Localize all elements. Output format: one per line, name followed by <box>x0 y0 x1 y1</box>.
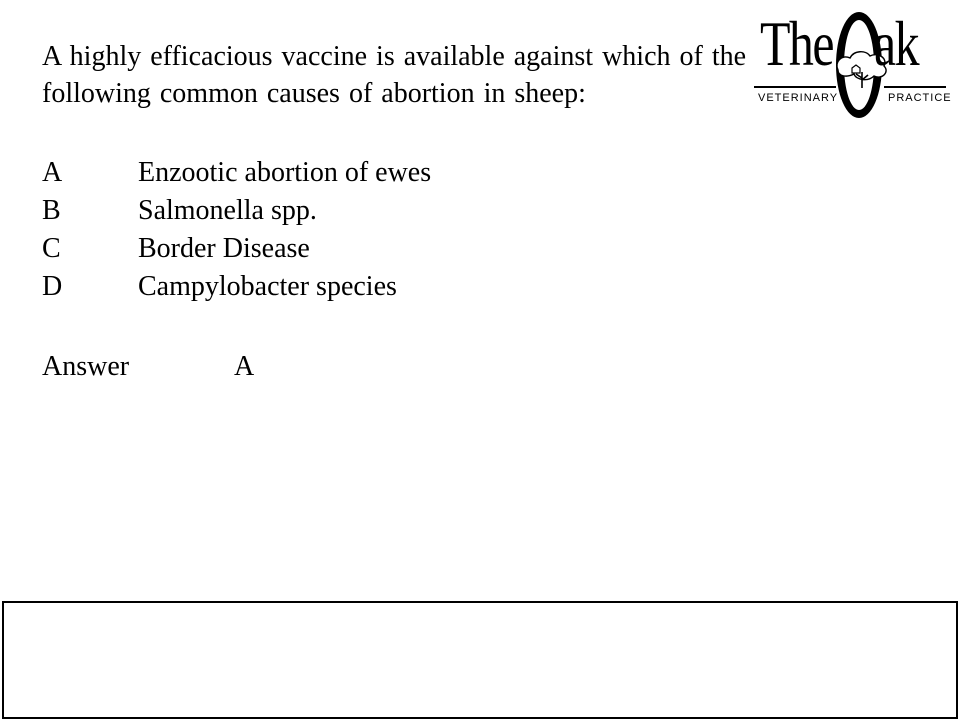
option-text: Enzootic abortion of ewes <box>138 157 432 188</box>
option-letter: C <box>42 233 61 264</box>
answer-label: Answer <box>42 351 130 382</box>
option-letter: D <box>42 271 63 302</box>
logo-rule-left <box>754 86 836 88</box>
question-line-2: following common causes of abortion in sheep: <box>42 78 586 109</box>
option-text: Campylobacter species <box>138 271 397 302</box>
logo-caption-veterinary: VETERINARY <box>758 92 839 104</box>
logo-word-ak: ak <box>874 8 918 79</box>
logo-caption-practice: PRACTICE <box>888 92 952 104</box>
option-text: Border Disease <box>138 233 310 264</box>
logo-rule-right <box>884 86 946 88</box>
option-b <box>42 192 431 230</box>
options-list <box>42 154 431 306</box>
option-letter: B <box>42 195 61 226</box>
oak-veterinary-logo <box>752 8 952 124</box>
question-line-1: A highly efficacious vaccine is available against which of the <box>42 41 747 72</box>
question-text <box>42 38 832 112</box>
option-letter: A <box>42 157 63 188</box>
option-d <box>42 268 431 306</box>
option-c <box>42 230 431 268</box>
answer-value: A <box>234 351 255 382</box>
answer-line <box>42 348 254 386</box>
notes-box <box>2 601 958 719</box>
option-text: Salmonella spp. <box>138 195 317 226</box>
logo-word-the: The <box>760 8 833 79</box>
option-a <box>42 154 431 192</box>
